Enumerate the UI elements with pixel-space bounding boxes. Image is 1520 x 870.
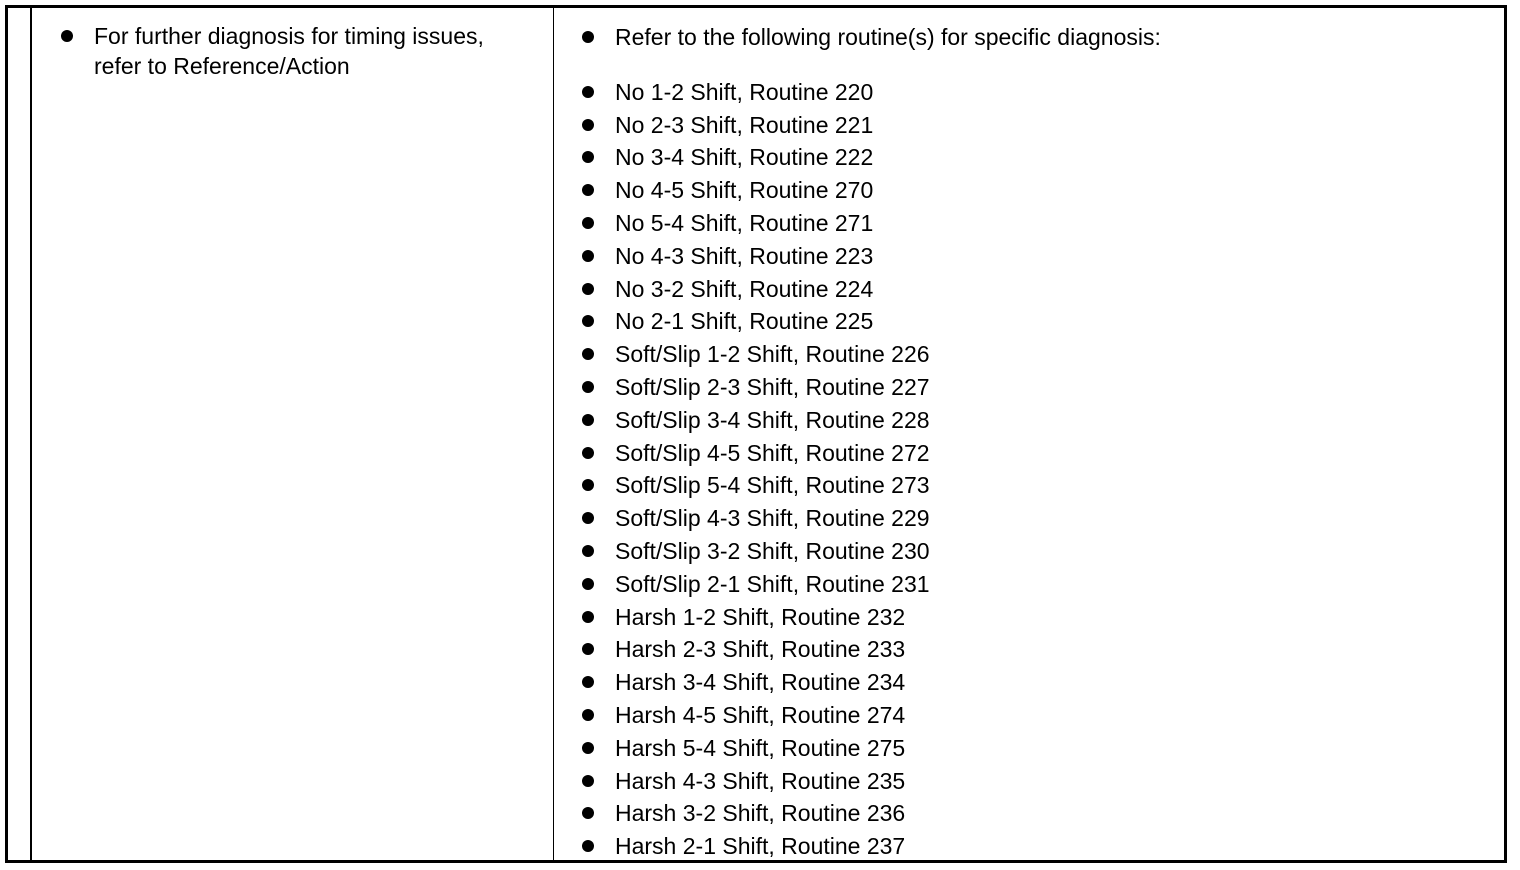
list-item xyxy=(579,666,1479,699)
routine-link-text: No 3-4 Shift, Routine 222 xyxy=(615,144,874,171)
routine-list xyxy=(579,76,1479,863)
bullet-icon xyxy=(582,119,594,131)
list-item xyxy=(579,21,1479,54)
bullet-icon xyxy=(582,709,594,721)
bullet-icon xyxy=(582,31,594,43)
routine-link-text: No 5-4 Shift, Routine 271 xyxy=(615,209,874,236)
routine-link-text: Harsh 4-5 Shift, Routine 274 xyxy=(615,701,906,728)
list-item xyxy=(579,797,1479,830)
bullet-icon xyxy=(582,250,594,262)
routine-link-text: Harsh 5-4 Shift, Routine 275 xyxy=(615,734,906,761)
list-item xyxy=(579,437,1479,470)
bullet-icon xyxy=(582,775,594,787)
routine-link-text: No 3-2 Shift, Routine 224 xyxy=(615,275,874,302)
reference-cell xyxy=(579,21,1479,863)
list-item xyxy=(579,601,1479,634)
list-item xyxy=(579,240,1479,273)
routine-link-text: Harsh 3-2 Shift, Routine 236 xyxy=(615,800,906,827)
list-item xyxy=(579,633,1479,666)
bullet-icon xyxy=(582,447,594,459)
bullet-icon xyxy=(582,217,594,229)
bullet-icon xyxy=(582,86,594,98)
diagnosis-table xyxy=(5,5,1507,863)
list-item xyxy=(579,207,1479,240)
reference-intro-text: Refer to the following routine(s) for specific diagnosis: xyxy=(615,24,1161,50)
list-item xyxy=(579,174,1479,207)
bullet-icon xyxy=(582,807,594,819)
routine-link-text: Harsh 1-2 Shift, Routine 232 xyxy=(615,603,906,630)
bullet-icon xyxy=(582,283,594,295)
bullet-icon xyxy=(582,578,594,590)
bullet-icon xyxy=(582,840,594,852)
action-cell xyxy=(58,21,528,81)
list-item xyxy=(579,568,1479,601)
bullet-icon xyxy=(582,512,594,524)
routine-link-text: Soft/Slip 5-4 Shift, Routine 273 xyxy=(615,472,930,499)
list-item xyxy=(579,338,1479,371)
bullet-icon xyxy=(582,184,594,196)
bullet-icon xyxy=(582,315,594,327)
routine-link-text: Soft/Slip 4-5 Shift, Routine 272 xyxy=(615,439,930,466)
routine-link-text: No 4-5 Shift, Routine 270 xyxy=(615,177,874,204)
bullet-icon xyxy=(582,151,594,163)
list-item xyxy=(579,305,1479,338)
routine-link-text: Harsh 2-1 Shift, Routine 237 xyxy=(615,833,906,860)
bullet-icon xyxy=(582,643,594,655)
routine-link-text: Harsh 2-3 Shift, Routine 233 xyxy=(615,636,906,663)
list-item xyxy=(579,699,1479,732)
action-text: For further diagnosis for timing issues, refer to Reference/Action xyxy=(94,23,484,79)
routine-link-text: Soft/Slip 1-2 Shift, Routine 226 xyxy=(615,341,930,368)
list-item xyxy=(579,109,1479,142)
bullet-icon xyxy=(582,479,594,491)
list-item xyxy=(579,469,1479,502)
list-item xyxy=(579,76,1479,109)
bullet-icon xyxy=(582,414,594,426)
table-left-strip xyxy=(8,8,32,860)
bullet-icon xyxy=(582,545,594,557)
list-item xyxy=(579,765,1479,798)
routine-link-text: Soft/Slip 3-4 Shift, Routine 228 xyxy=(615,406,930,433)
bullet-icon xyxy=(582,381,594,393)
list-item xyxy=(579,141,1479,174)
bullet-icon xyxy=(582,348,594,360)
routine-link-text: Soft/Slip 2-3 Shift, Routine 227 xyxy=(615,373,930,400)
bullet-icon xyxy=(582,611,594,623)
routine-link-text: No 2-3 Shift, Routine 221 xyxy=(615,111,874,138)
list-item xyxy=(579,732,1479,765)
list-item xyxy=(579,371,1479,404)
column-divider xyxy=(553,8,554,860)
list-item xyxy=(579,502,1479,535)
bullet-icon xyxy=(61,30,73,42)
routine-link-text: No 4-3 Shift, Routine 223 xyxy=(615,242,874,269)
list-item xyxy=(579,535,1479,568)
list-item xyxy=(579,273,1479,306)
routine-link-text: No 1-2 Shift, Routine 220 xyxy=(615,78,874,105)
list-item xyxy=(579,404,1479,437)
routine-link-text: Soft/Slip 2-1 Shift, Routine 231 xyxy=(615,570,930,597)
bullet-icon xyxy=(582,742,594,754)
routine-link-text: Harsh 3-4 Shift, Routine 234 xyxy=(615,669,906,696)
routine-link-text: Harsh 4-3 Shift, Routine 235 xyxy=(615,767,906,794)
list-item xyxy=(58,21,528,81)
routine-link-text: Soft/Slip 4-3 Shift, Routine 229 xyxy=(615,505,930,532)
list-item xyxy=(579,830,1479,863)
routine-link-text: Soft/Slip 3-2 Shift, Routine 230 xyxy=(615,537,930,564)
bullet-icon xyxy=(582,676,594,688)
routine-link-text: No 2-1 Shift, Routine 225 xyxy=(615,308,874,335)
